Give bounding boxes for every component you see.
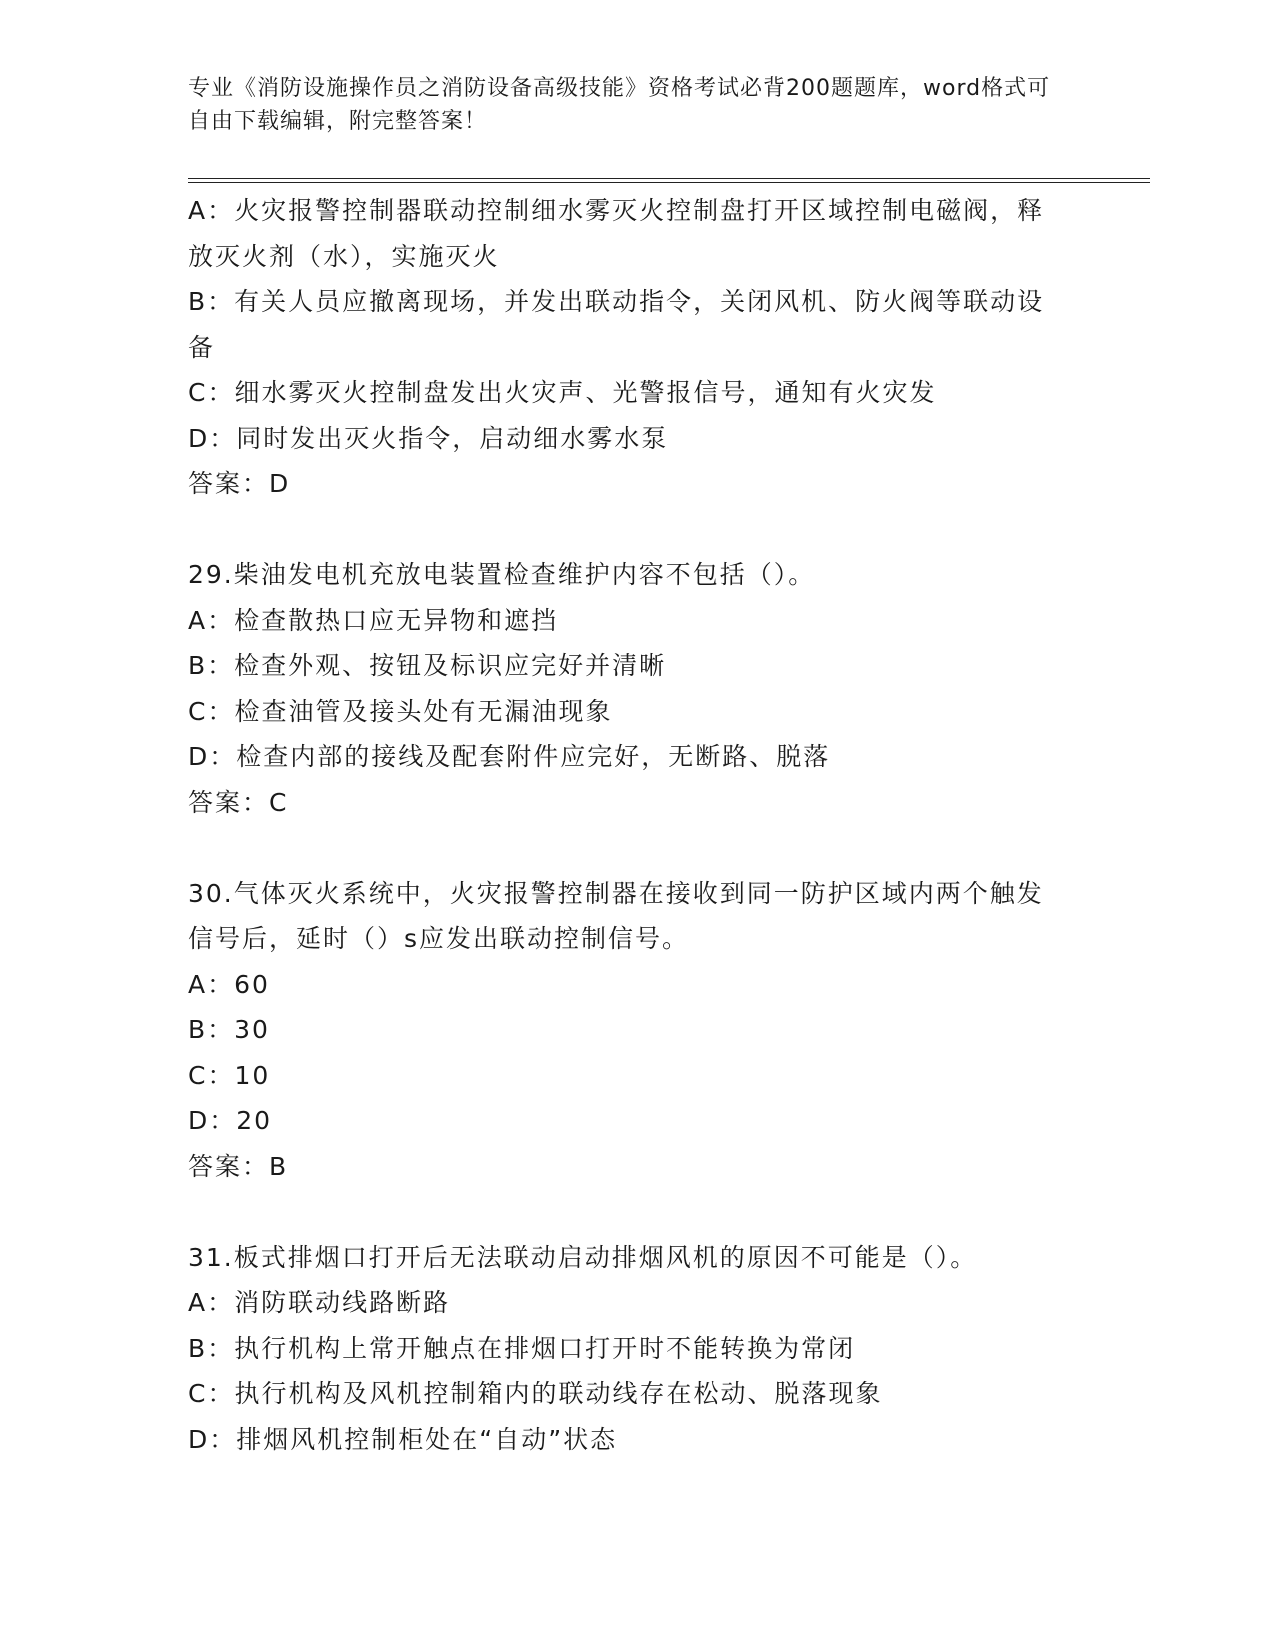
option-b: B：30 <box>188 1015 270 1044</box>
option-c: C：检查油管及接头处有无漏油现象 <box>188 696 613 726</box>
option-d: D：排烟风机控制柜处在“自动”状态 <box>188 1424 618 1454</box>
question-30 <box>188 871 1068 1190</box>
option-d: D：检查内部的接线及配套附件应完好，无断路、脱落 <box>188 742 831 771</box>
option-a: A：消防联动线路断路 <box>188 1288 451 1317</box>
option-c: C：细水雾灭火控制盘发出火灾声、光警报信号，通知有火灾发 <box>188 378 937 407</box>
option-a: A：60 <box>188 969 270 999</box>
answer-line: 答案：D <box>188 469 291 498</box>
question-29 <box>188 552 1068 825</box>
option-d: D：同时发出灭火指令，启动细水雾水泵 <box>188 423 669 453</box>
option-b: B：执行机构上常开触点在排烟口打开时不能转换为常闭 <box>188 1333 856 1363</box>
answer-line: 答案：C <box>188 787 289 817</box>
option-b: B：检查外观、按钮及标识应完好并清晰 <box>188 651 667 680</box>
document-title: 专业《消防设施操作员之消防设备高级技能》资格考试必背200题题库，word格式可自由下载编辑，附完整答案！ <box>188 76 1051 134</box>
header-divider <box>188 178 1150 183</box>
spacer <box>188 1189 1068 1235</box>
option-b: B：有关人员应撤离现场，并发出联动指令，关闭风机、防火阀等联动设备 <box>188 287 1045 362</box>
spacer <box>188 825 1068 871</box>
answer-line: 答案：B <box>188 1151 289 1181</box>
option-c: C：执行机构及风机控制箱内的联动线存在松动、脱落现象 <box>188 1379 883 1408</box>
option-a: A：检查散热口应无异物和遮挡 <box>188 605 559 635</box>
option-a: A：火灾报警控制器联动控制细水雾灭火控制盘打开区域控制电磁阀，释放灭火剂（水），实施灭火 <box>188 196 1045 271</box>
option-d: D：20 <box>188 1106 273 1135</box>
question-list <box>188 188 1068 1462</box>
question-stem: 31.板式排烟口打开后无法联动启动排烟风机的原因不可能是（）。 <box>188 1242 978 1272</box>
question-stem: 30.气体灭火系统中，火灾报警控制器在接收到同一防护区域内两个触发信号后，延时（）s应发出联动控制信号。 <box>188 878 1044 953</box>
spacer <box>188 507 1068 553</box>
question-28-continued <box>188 188 1068 507</box>
question-stem: 29.柴油发电机充放电装置检查维护内容不包括（）。 <box>188 560 816 589</box>
question-31 <box>188 1235 1068 1463</box>
option-c: C：10 <box>188 1060 271 1090</box>
document-header <box>188 72 1068 138</box>
